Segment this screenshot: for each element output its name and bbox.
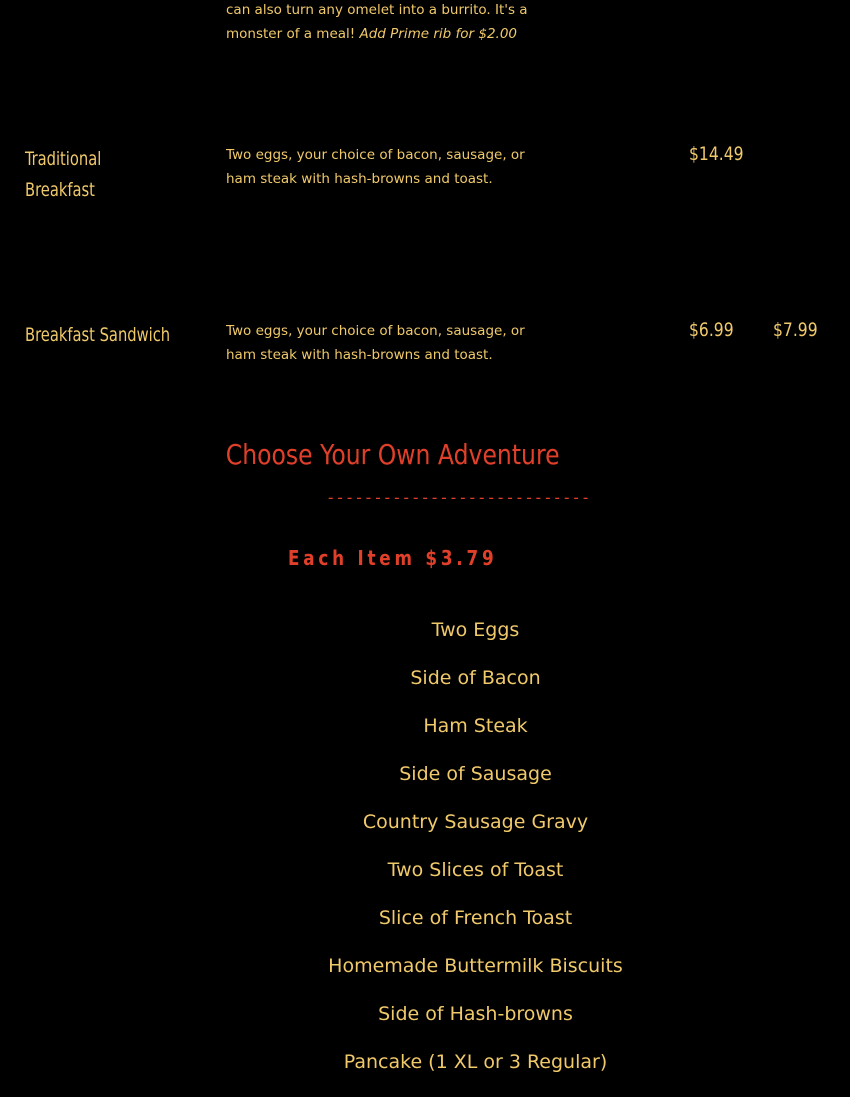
adventure-item: Two Slices of Toast [387,859,564,881]
breakfast-sandwich-price-large: $7.99 [773,319,818,341]
adventure-divider: ---------------------------- [325,488,591,507]
traditional-breakfast-name-line-1: Traditional [25,148,102,170]
adventure-item-list [0,616,850,1096]
adventure-item: Side of Bacon [410,667,541,689]
adventure-item: Ham Steak [423,715,528,737]
adventure-item: Two Eggs [431,619,520,641]
adventure-item: Country Sausage Gravy [362,811,589,833]
adventure-item: Pancake (1 XL or 3 Regular) [343,1051,608,1073]
adventure-item: Slice of French Toast [378,907,573,929]
adventure-section-title: Choose Your Own Adventure [225,438,560,471]
traditional-breakfast-price: $14.49 [689,143,744,165]
traditional-breakfast-name-line-2: Breakfast [25,179,95,201]
breakfast-sandwich-description-line-2: ham steak with hash-browns and toast. [226,347,493,363]
traditional-breakfast-name [25,144,180,206]
adventure-item: Side of Sausage [399,763,552,785]
breakfast-sandwich-price-regular: $6.99 [689,319,734,341]
breakfast-sandwich-description [226,319,536,367]
omelet-description-line-1: can also turn any omelet into a burrito. It's a [226,2,528,18]
traditional-breakfast-description [226,143,536,191]
breakfast-sandwich-name: Breakfast Sandwich [25,324,171,346]
prime-rib-addon: Add Prime rib for $2.00 [359,26,518,42]
traditional-breakfast-description-line-1: Two eggs, your choice of bacon, sausage, or [226,147,525,163]
adventure-item: Side of Hash-browns [378,1003,573,1025]
traditional-breakfast-description-line-2: ham steak with hash-browns and toast. [226,171,493,187]
omelet-description-text: monster of a meal! [226,26,360,42]
adventure-item: Homemade Buttermilk Biscuits [328,955,623,977]
breakfast-sandwich-description-line-1: Two eggs, your choice of bacon, sausage, or [226,323,525,339]
omelet-description-line-2 [226,22,536,46]
omelet-description [226,0,536,46]
adventure-price-subtitle: Each Item $3.79 [287,546,498,570]
